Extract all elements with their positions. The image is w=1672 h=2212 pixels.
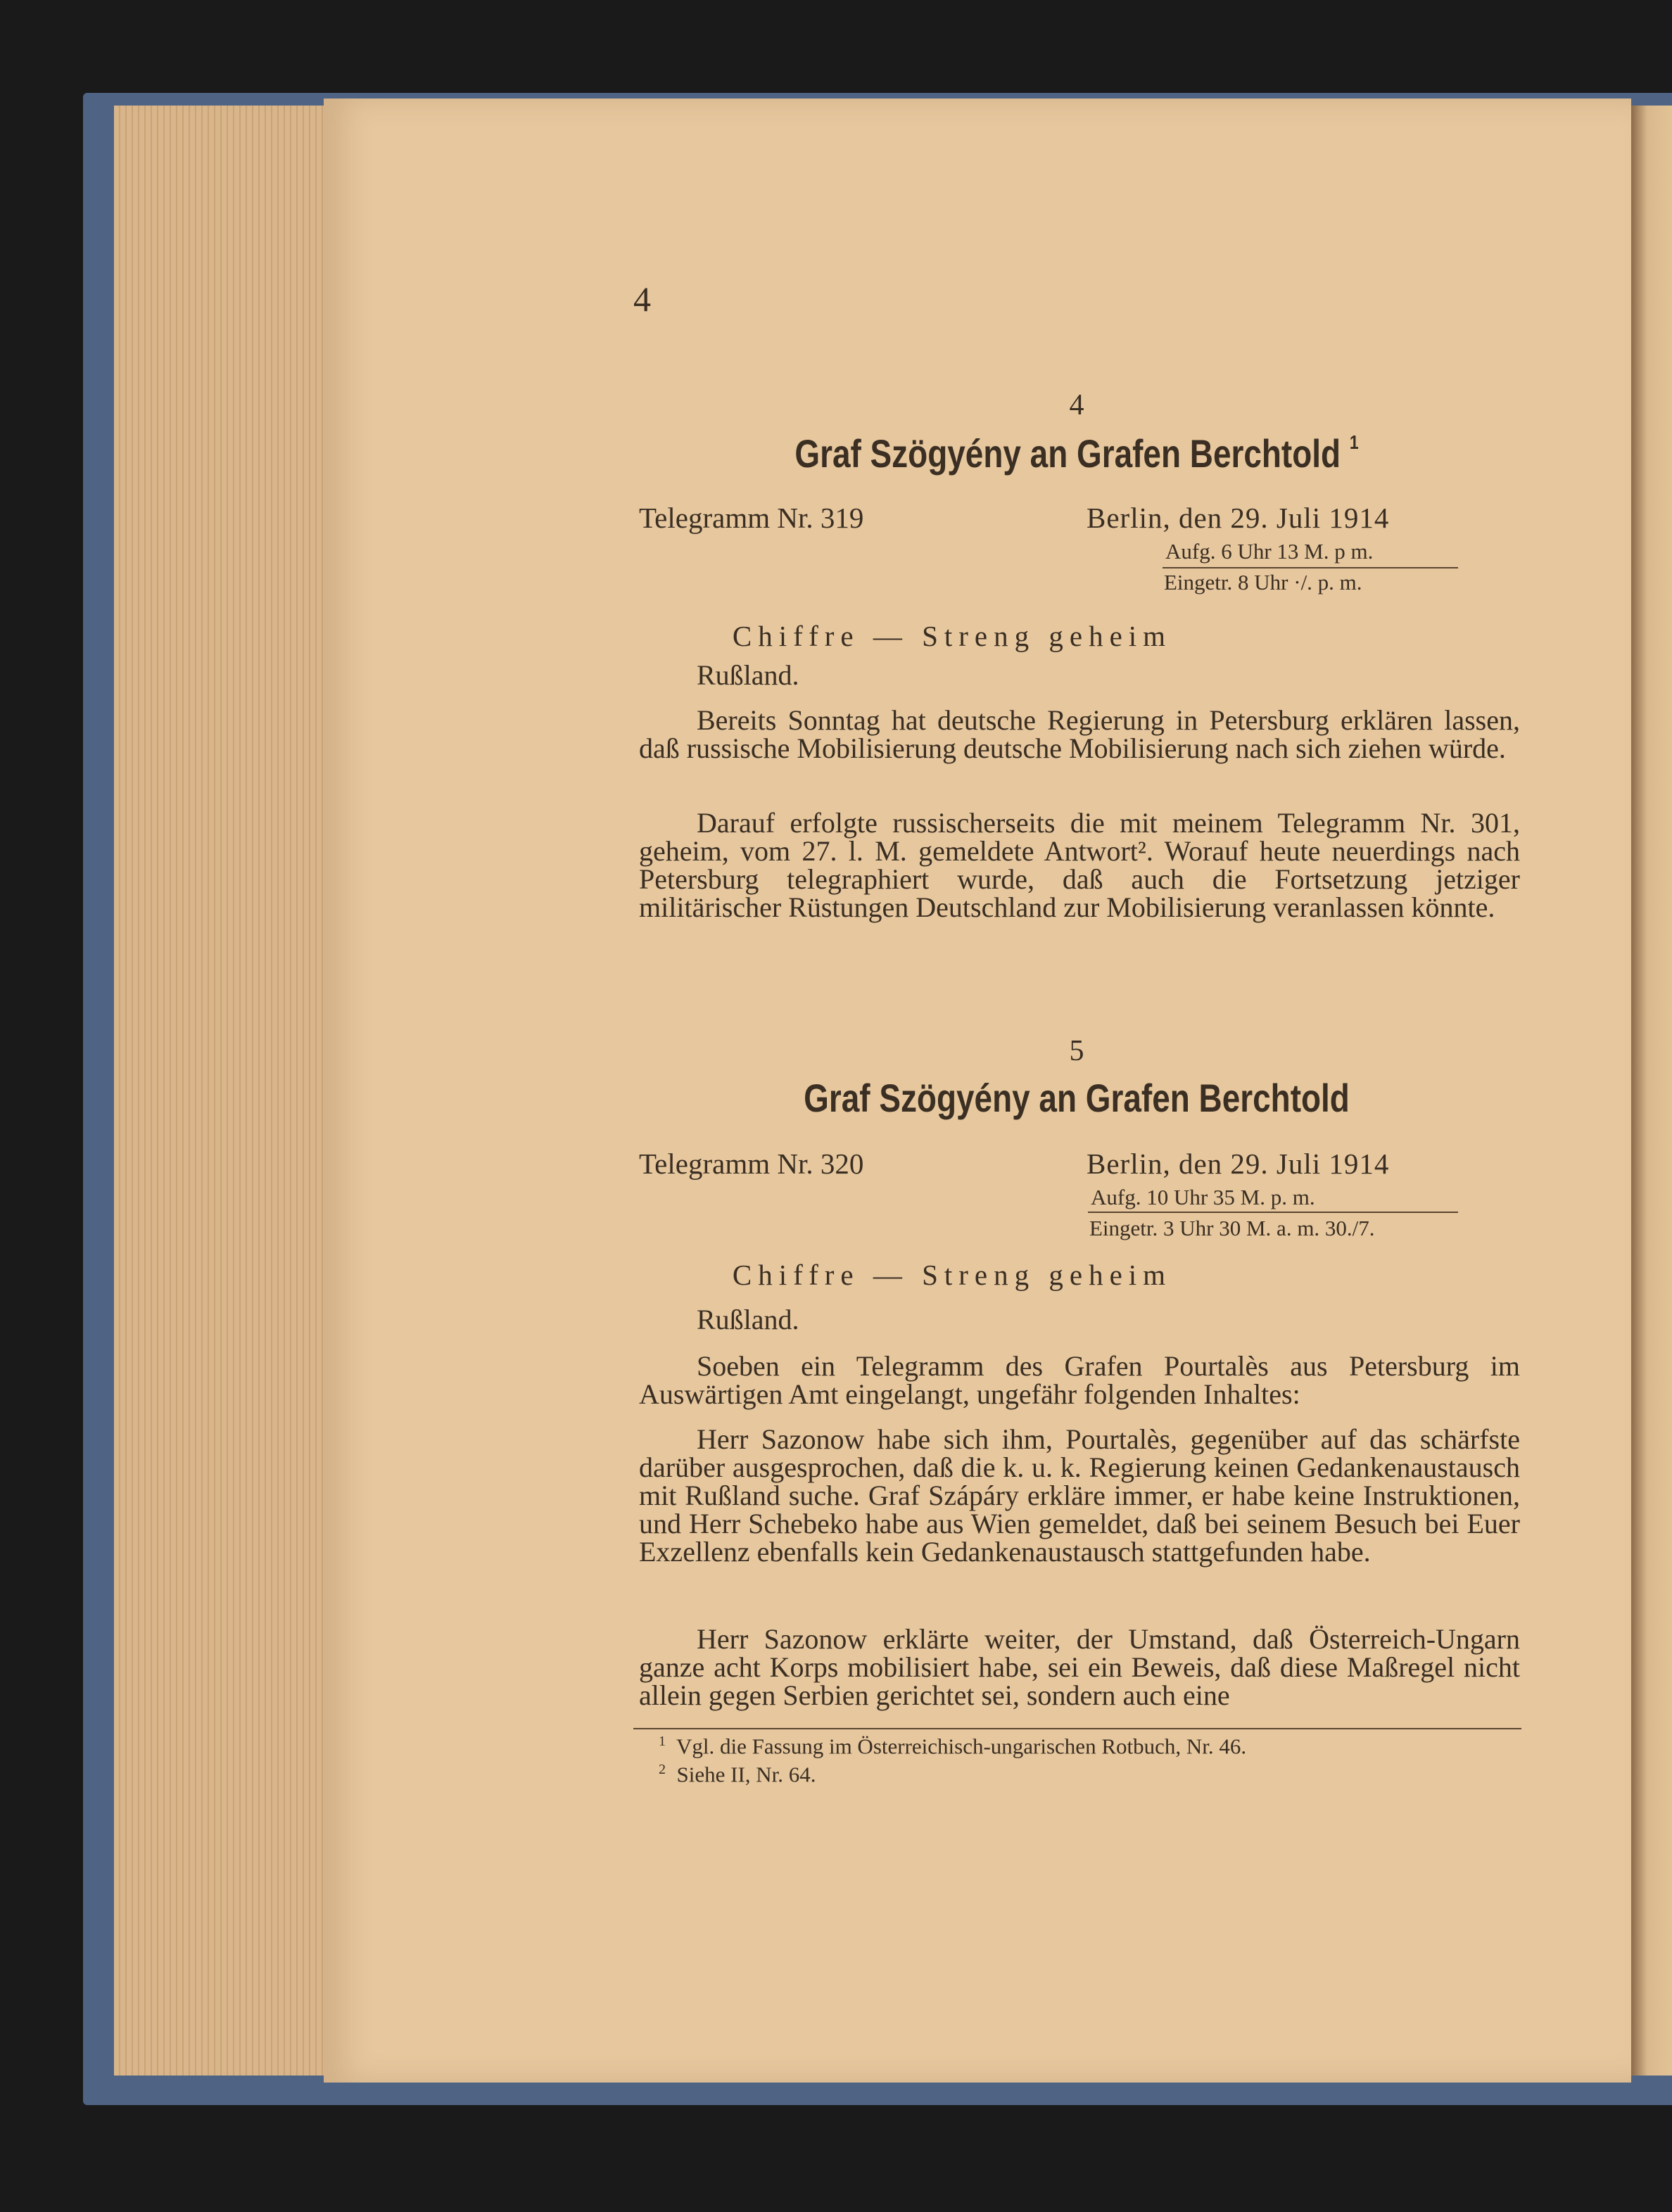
document-title-5: Graf Szögyény an Grafen Berchtold [804,1076,1350,1120]
cipher-line-4: Chiffre — Streng geheim [732,620,1172,652]
place-date-5: Berlin, den 29. Juli 1914 [1087,1148,1390,1180]
footnote-rule [633,1728,1521,1729]
paragraph-4-1: Bereits Sonntag hat deutsche Regierung in Petersburg erklären lassen, daß russische Mobilisierung deutsche Mobilisierung nach sich ziehen würde. [639,704,1520,764]
sent-time-4: Aufg. 6 Uhr 13 M. p m. [1165,539,1374,564]
paragraph-4-2: Darauf erfolgte russischerseits die mit meinem Telegramm Nr. 301, geheim, vom 27. l. M. gemeldete Antwort². Worauf heute neuerdings nach Petersburg telegraphiert wurde, daß auch die Fortsetzung jetziger militärischer Rüstungen Deutschland zur Mobilisierung veranlassen könnte. [639,807,1520,923]
telegram-number-320: Telegramm Nr. 320 [639,1148,864,1180]
subject-5: Rußland. [697,1304,799,1335]
paragraph-5-3: Herr Sazonow erklärte weiter, der Umstand, daß Österreich-Ungarn ganze acht Korps mobilisiert habe, sei ein Beweis, daß diese Maßregel nicht allein gegen Serbien gerichtet sei, sondern auch eine [639,1623,1520,1711]
cipher-line-5: Chiffre — Streng geheim [732,1259,1172,1291]
paragraph-5-1: Soeben ein Telegramm des Grafen Pourtalès aus Petersburg im Auswärtigen Amt eingelangt, ungefähr folgenden Inhaltes: [639,1350,1520,1410]
paragraph-5-2: Herr Sazonow habe sich ihm, Pourtalès, gegenüber auf das schärfste darüber ausgesprochen, daß die k. u. k. Regierung keinen Gedankenaustausch mit Rußland suche. Graf Szápáry erkläre immer, er habe keine Instruktionen, und Herr Schebeko habe aus Wien gemeldet, daß bei seinem Besuch bei Euer Exzellenz ebenfalls kein Gedankenaustausch stattgefunden habe. [639,1423,1520,1568]
document-number-4: 4 [1069,389,1084,421]
received-time-5: Eingetr. 3 Uhr 30 M. a. m. 30./7. [1089,1216,1375,1240]
subject-4: Rußland. [697,659,799,691]
place-date-4: Berlin, den 29. Juli 1914 [1087,502,1390,534]
document-title-4: Graf Szögyény an Grafen Berchtold $^1$ [794,431,1359,476]
time-rule-4 [1163,567,1458,568]
document-number-5: 5 [1069,1035,1084,1067]
footnote-2: $^2$ Siehe II, Nr. 64. [659,1762,816,1787]
sent-time-5: Aufg. 10 Uhr 35 M. p. m. [1091,1185,1315,1209]
footnote-ref-1: 1 [1349,431,1359,453]
telegram-number-319: Telegramm Nr. 319 [639,502,864,534]
time-rule-5 [1088,1212,1458,1213]
received-time-4: Eingetr. 8 Uhr ·/. p. m. [1164,570,1362,595]
page-number: 4 [633,279,651,319]
footnote-1: $^1$ Vgl. die Fassung im Österreichisch-ungarischen Rotbuch, Nr. 46. [659,1734,1247,1759]
